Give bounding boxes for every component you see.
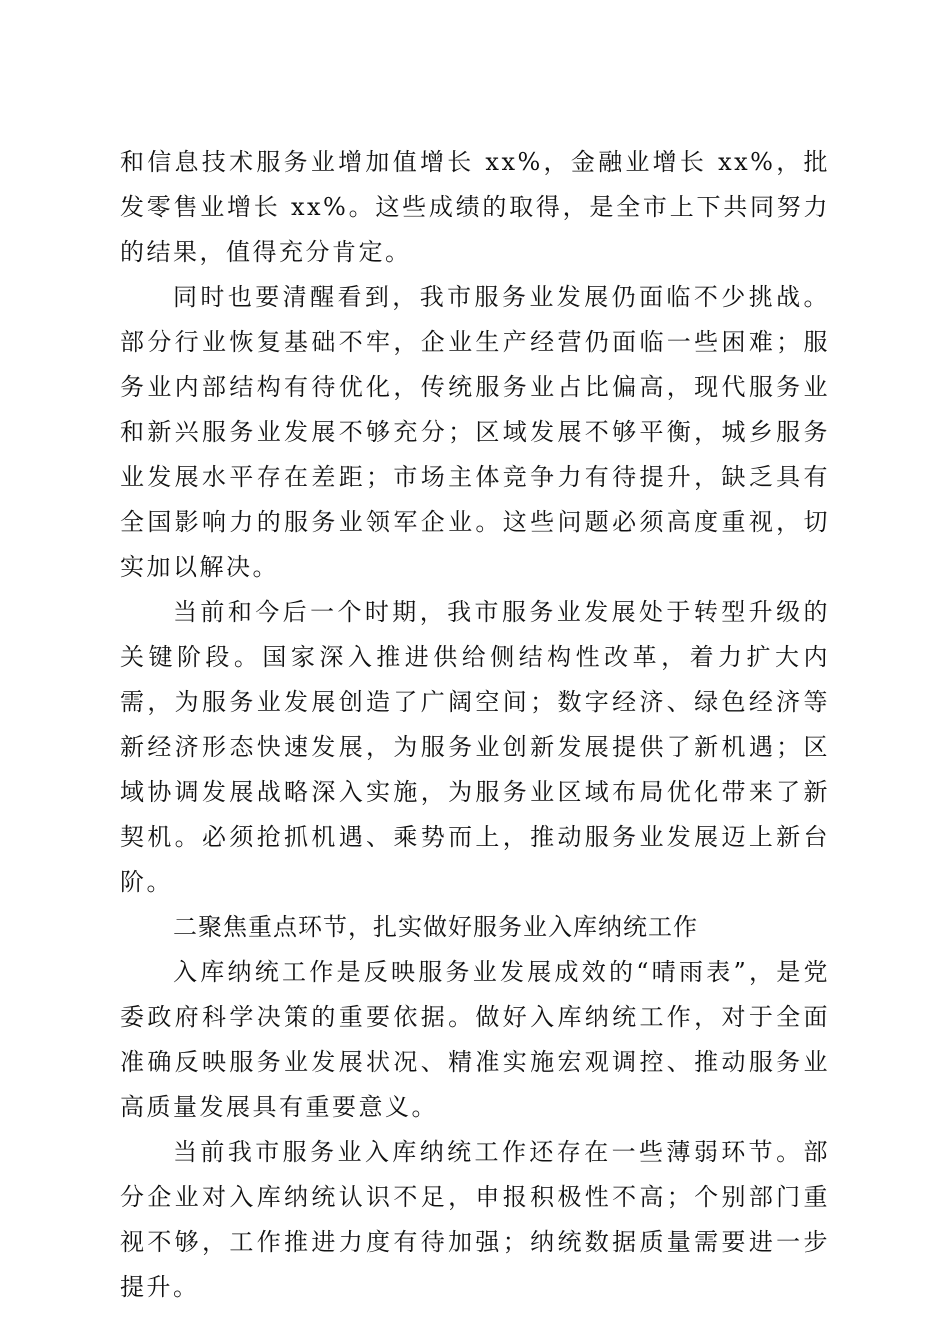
- paragraph-weak-links: 当前我市服务业入库纳统工作还存在一些薄弱环节。部分企业对入库纳统认识不足，申报积极性不高；个别部门重视不够，工作推进力度有待加强；纳统数据质量需要进一步提升。: [120, 1138, 830, 1301]
- paragraph-opportunities: 当前和今后一个时期，我市服务业发展处于转型升级的关键阶段。国家深入推进供给侧结构性改革，着力扩大内需，为服务业发展创造了广阔空间；数字经济、绿色经济等新经济形态快速发展，为服务业创新发展提供了新机遇；区域协调发展战略深入实施，为服务业区域布局优化带来了新契机。必须抢抓机遇、乘势而上，推动服务业发展迈上新台阶。: [120, 598, 830, 896]
- paragraph-challenges: 同时也要清醒看到，我市服务业发展仍面临不少挑战。部分行业恢复基础不牢，企业生产经营仍面临一些困难；服务业内部结构有待优化，传统服务业占比偏高，现代服务业和新兴服务业发展不够充分；区域发展不够平衡，城乡服务业发展水平存在差距；市场主体竞争力有待提升，缺乏具有全国影响力的服务业领军企业。这些问题必须高度重视，切实加以解决。: [120, 283, 830, 581]
- paragraph-statistics-importance: 入库纳统工作是反映服务业发展成效的“晴雨表”，是党委政府科学决策的重要依据。做好入库纳统工作，对于全面准确反映服务业发展状况、精准实施宏观调控、推动服务业高质量发展具有重要意义。: [120, 958, 830, 1121]
- paragraph-growth-summary: 和信息技术服务业增加值增长 xx%，金融业增长 xx%，批发零售业增长 xx%。这些成绩的取得，是全市上下共同努力的结果，值得充分肯定。: [120, 148, 830, 266]
- document-body: [120, 140, 830, 1310]
- section-heading: 二聚焦重点环节，扎实做好服务业入库纳统工作: [173, 913, 698, 941]
